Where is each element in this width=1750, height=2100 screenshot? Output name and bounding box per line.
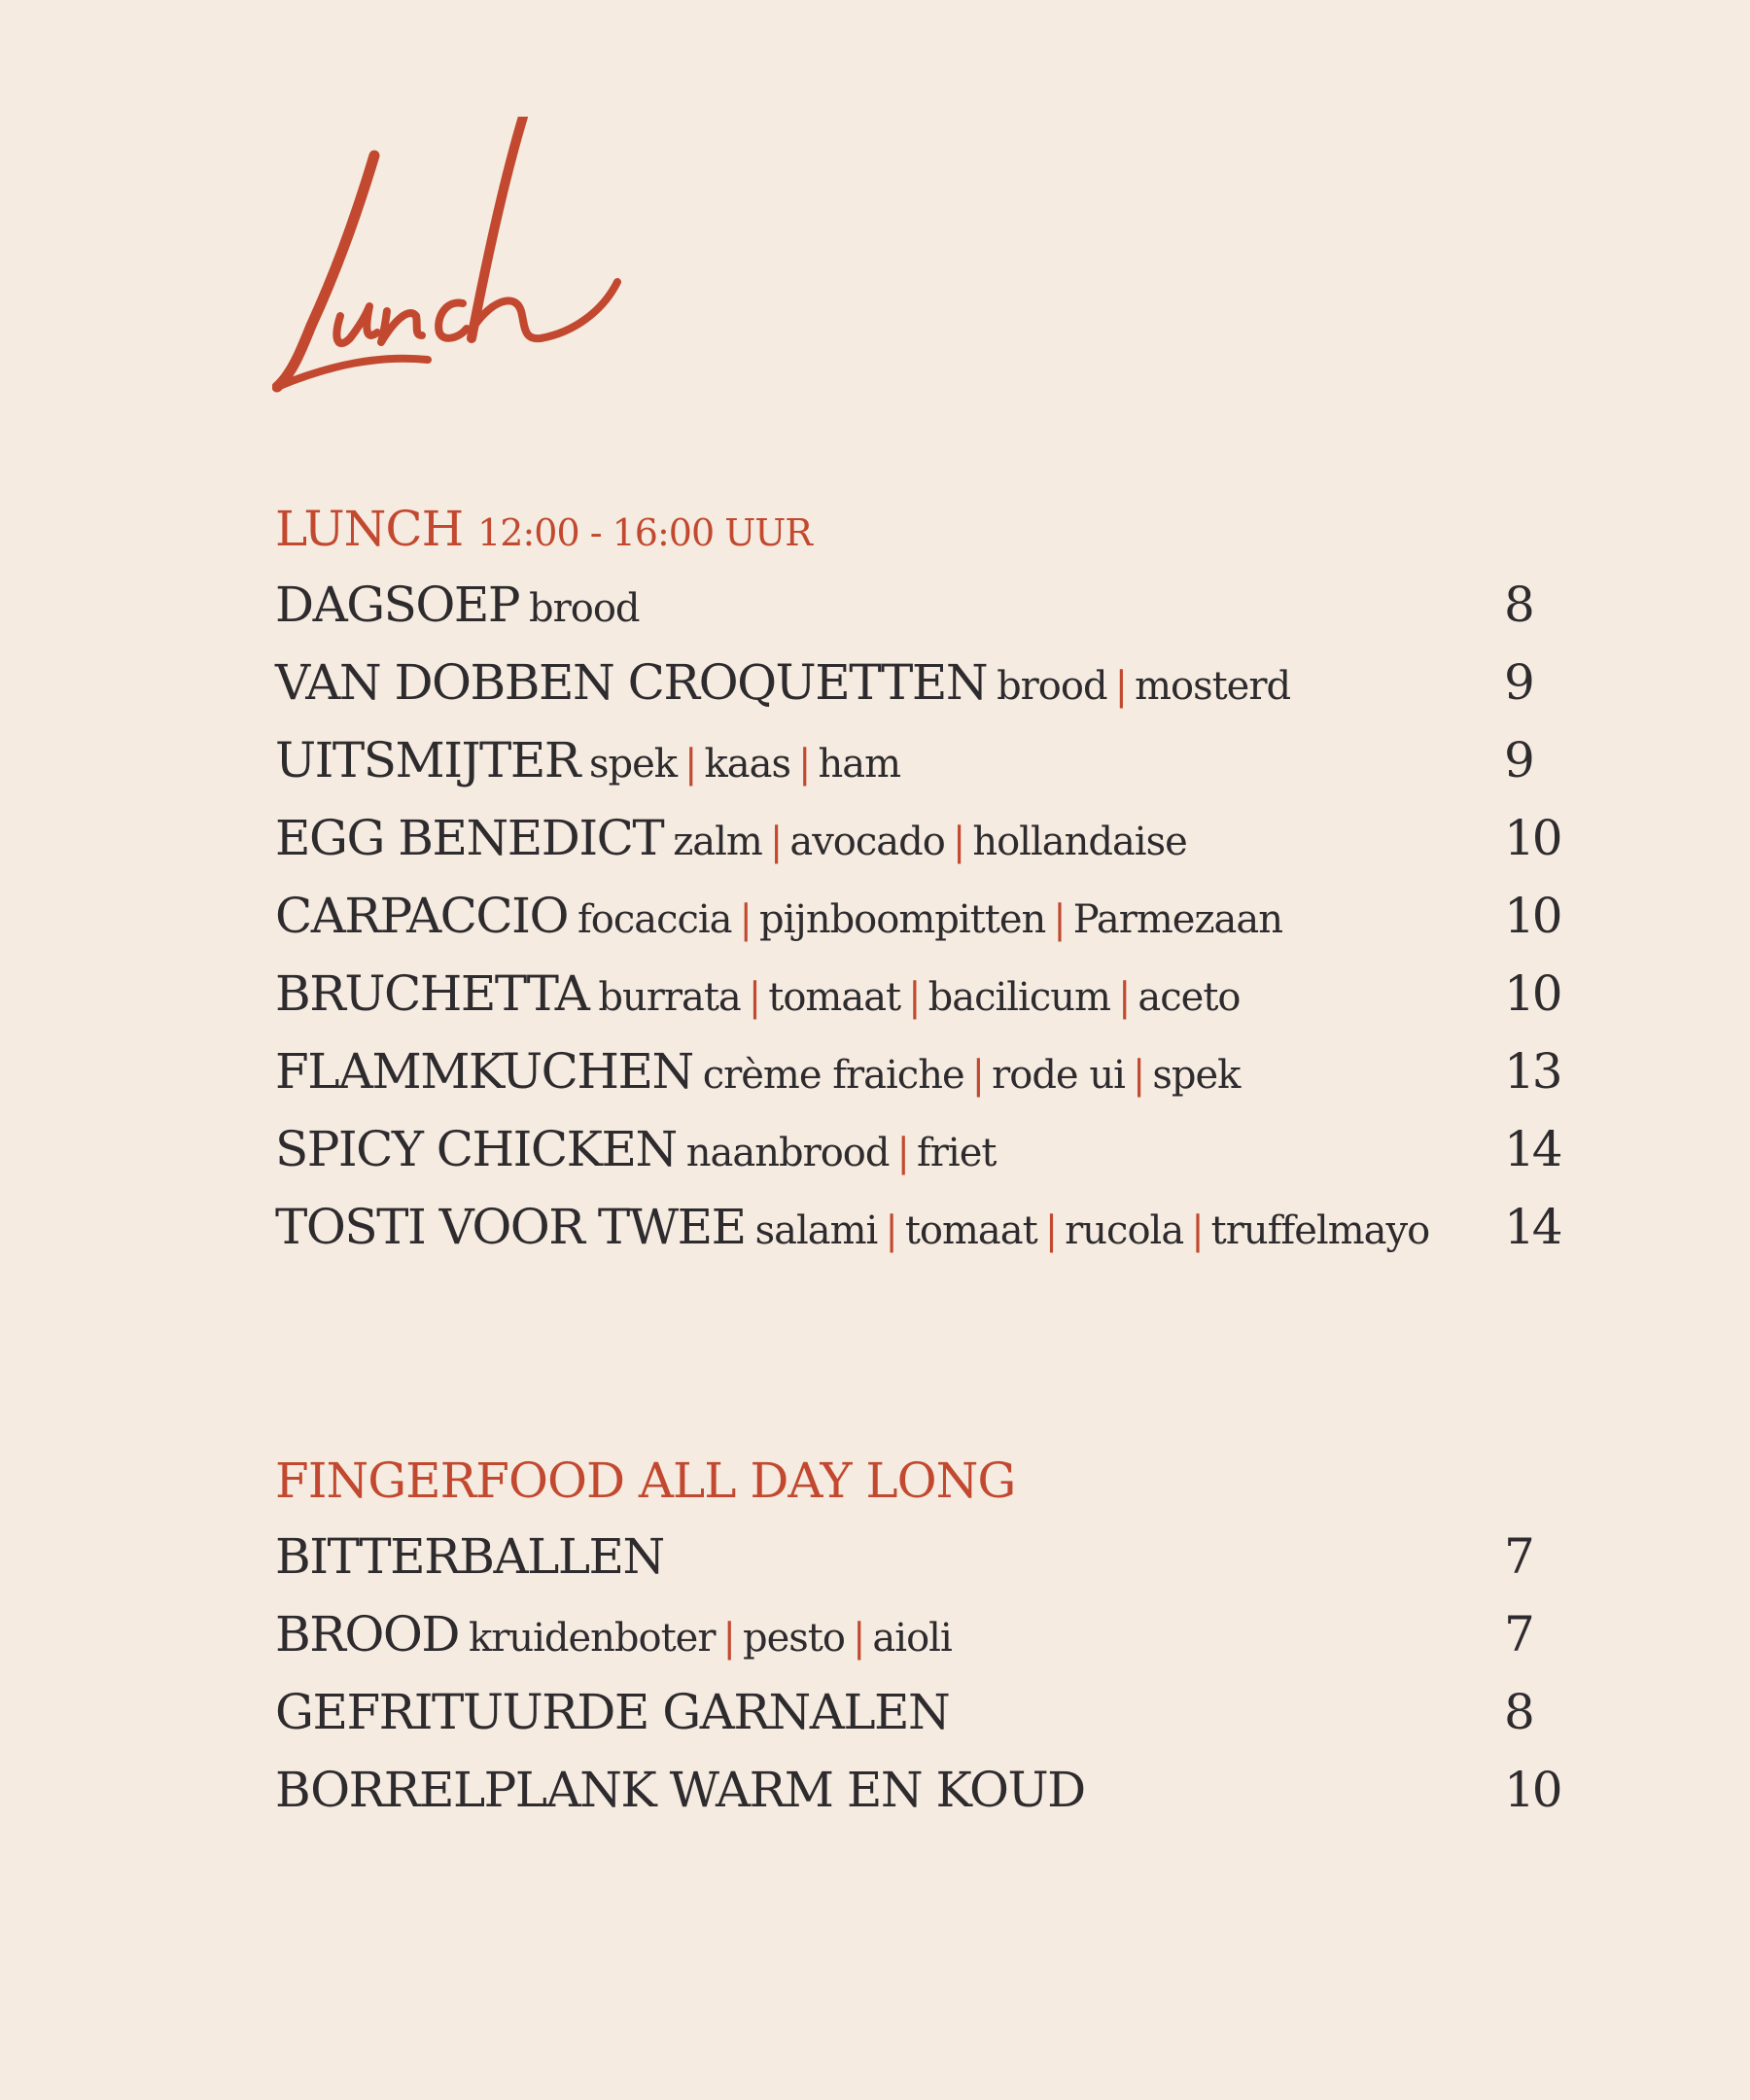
- ingredient: hollandaise: [972, 820, 1187, 864]
- separator-bar: |: [739, 897, 752, 942]
- item-description: [755, 1208, 1430, 1253]
- ingredient: aioli: [872, 1616, 952, 1661]
- menu-item: [275, 1518, 1558, 1595]
- item-name: BITTERBALLEN: [275, 1528, 664, 1585]
- item-description: [529, 586, 640, 631]
- ingredient: focaccia: [577, 897, 732, 942]
- separator-bar: |: [1117, 975, 1131, 1020]
- item-price: 8: [1504, 577, 1532, 633]
- item-price: 10: [1504, 1762, 1560, 1818]
- separator-bar: |: [1053, 897, 1066, 942]
- menu-item: [275, 877, 1558, 955]
- ingredient: rucola: [1065, 1208, 1184, 1253]
- ingredient: aceto: [1138, 975, 1241, 1020]
- ingredient: ham: [818, 742, 901, 787]
- ingredient: Parmezaan: [1072, 897, 1282, 942]
- item-name: DAGSOEP: [275, 577, 520, 633]
- separator-bar: |: [1191, 1208, 1204, 1253]
- menu-item: [275, 1751, 1558, 1829]
- menu-item: [275, 1110, 1558, 1188]
- ingredient: kaas: [704, 742, 790, 787]
- item-name: BROOD: [275, 1606, 459, 1662]
- item-price: 8: [1504, 1684, 1532, 1740]
- item-name: SPICY CHICKEN: [275, 1121, 677, 1177]
- ingredient: kruidenboter: [468, 1616, 716, 1661]
- item-price: 10: [1504, 965, 1560, 1022]
- lunch-script-logo: [272, 117, 700, 408]
- menu-item: [275, 721, 1558, 799]
- item-description: [686, 1131, 997, 1175]
- ingredient: tomaat: [904, 1208, 1037, 1253]
- ingredient: zalm: [673, 820, 762, 864]
- section-heading-title: LUNCH: [275, 501, 464, 557]
- section-heading-hours: 12:00 - 16:00 UUR: [477, 511, 812, 554]
- ingredient: salami: [754, 1208, 878, 1253]
- ingredient: pijnboompitten: [759, 897, 1046, 942]
- item-name: CARPACCIO: [275, 888, 568, 944]
- item-price: 14: [1504, 1121, 1560, 1177]
- item-description: [578, 897, 1282, 942]
- separator-bar: |: [885, 1208, 897, 1253]
- separator-bar: |: [896, 1131, 909, 1175]
- separator-bar: |: [797, 742, 811, 787]
- section-heading: [275, 492, 1558, 566]
- ingredient: brood: [529, 586, 640, 631]
- ingredient: brood: [997, 664, 1107, 709]
- item-price: 7: [1504, 1606, 1532, 1662]
- item-price: 9: [1504, 732, 1532, 788]
- item-name: GEFRITUURDE GARNALEN: [275, 1684, 950, 1740]
- menu-item: [275, 799, 1558, 877]
- ingredient: bacilicum: [928, 975, 1110, 1020]
- separator-bar: |: [769, 820, 783, 864]
- separator-bar: |: [748, 975, 761, 1020]
- separator-bar: |: [722, 1616, 735, 1661]
- item-name: UITSMIJTER: [275, 732, 579, 788]
- menu-item: [275, 1595, 1558, 1673]
- item-description: [997, 664, 1290, 709]
- ingredient: friet: [916, 1131, 997, 1175]
- menu-item: [275, 955, 1558, 1032]
- ingredient: burrata: [598, 975, 741, 1020]
- ingredient: truffelmayo: [1210, 1208, 1430, 1253]
- separator-bar: |: [908, 975, 921, 1020]
- item-description: [589, 742, 900, 787]
- menu-item: [275, 1032, 1558, 1110]
- item-price: 9: [1504, 654, 1532, 711]
- lunch-section: [275, 492, 1558, 1266]
- section-heading-title: FINGERFOOD ALL DAY LONG: [275, 1452, 1016, 1509]
- ingredient: tomaat: [768, 975, 901, 1020]
- section-heading: [275, 1444, 1558, 1518]
- item-description: [598, 975, 1240, 1020]
- menu-item: [275, 644, 1558, 721]
- item-description: [469, 1616, 952, 1661]
- ingredient: crème fraiche: [702, 1053, 964, 1098]
- separator-bar: |: [852, 1616, 865, 1661]
- separator-bar: |: [684, 742, 697, 787]
- separator-bar: |: [1132, 1053, 1145, 1098]
- menu-item: [275, 566, 1558, 644]
- item-name: TOSTI VOOR TWEE: [275, 1199, 746, 1255]
- separator-bar: |: [952, 820, 965, 864]
- ingredient: spek: [1152, 1053, 1241, 1098]
- item-price: 14: [1504, 1199, 1560, 1255]
- ingredient: spek: [588, 742, 678, 787]
- item-price: 7: [1504, 1528, 1532, 1585]
- menu-item: [275, 1673, 1558, 1751]
- item-name: FLAMMKUCHEN: [275, 1043, 693, 1100]
- menu-item: [275, 1188, 1558, 1266]
- ingredient: mosterd: [1135, 664, 1291, 709]
- item-name: VAN DOBBEN CROQUETTEN: [275, 654, 988, 711]
- item-name: BRUCHETTA: [275, 965, 589, 1022]
- item-description: [703, 1053, 1241, 1098]
- ingredient: avocado: [789, 820, 945, 864]
- item-description: [673, 820, 1187, 864]
- separator-bar: |: [1044, 1208, 1058, 1253]
- fingerfood-section: [275, 1444, 1558, 1829]
- separator-bar: |: [1114, 664, 1128, 709]
- ingredient: naanbrood: [685, 1131, 890, 1175]
- ingredient: rode ui: [992, 1053, 1125, 1098]
- item-price: 10: [1504, 810, 1560, 866]
- item-name: EGG BENEDICT: [275, 810, 664, 866]
- item-name: BORRELPLANK WARM EN KOUD: [275, 1762, 1085, 1818]
- separator-bar: |: [971, 1053, 985, 1098]
- item-price: 13: [1504, 1043, 1560, 1100]
- item-price: 10: [1504, 888, 1560, 944]
- page-title: [272, 117, 700, 408]
- ingredient: pesto: [742, 1616, 845, 1661]
